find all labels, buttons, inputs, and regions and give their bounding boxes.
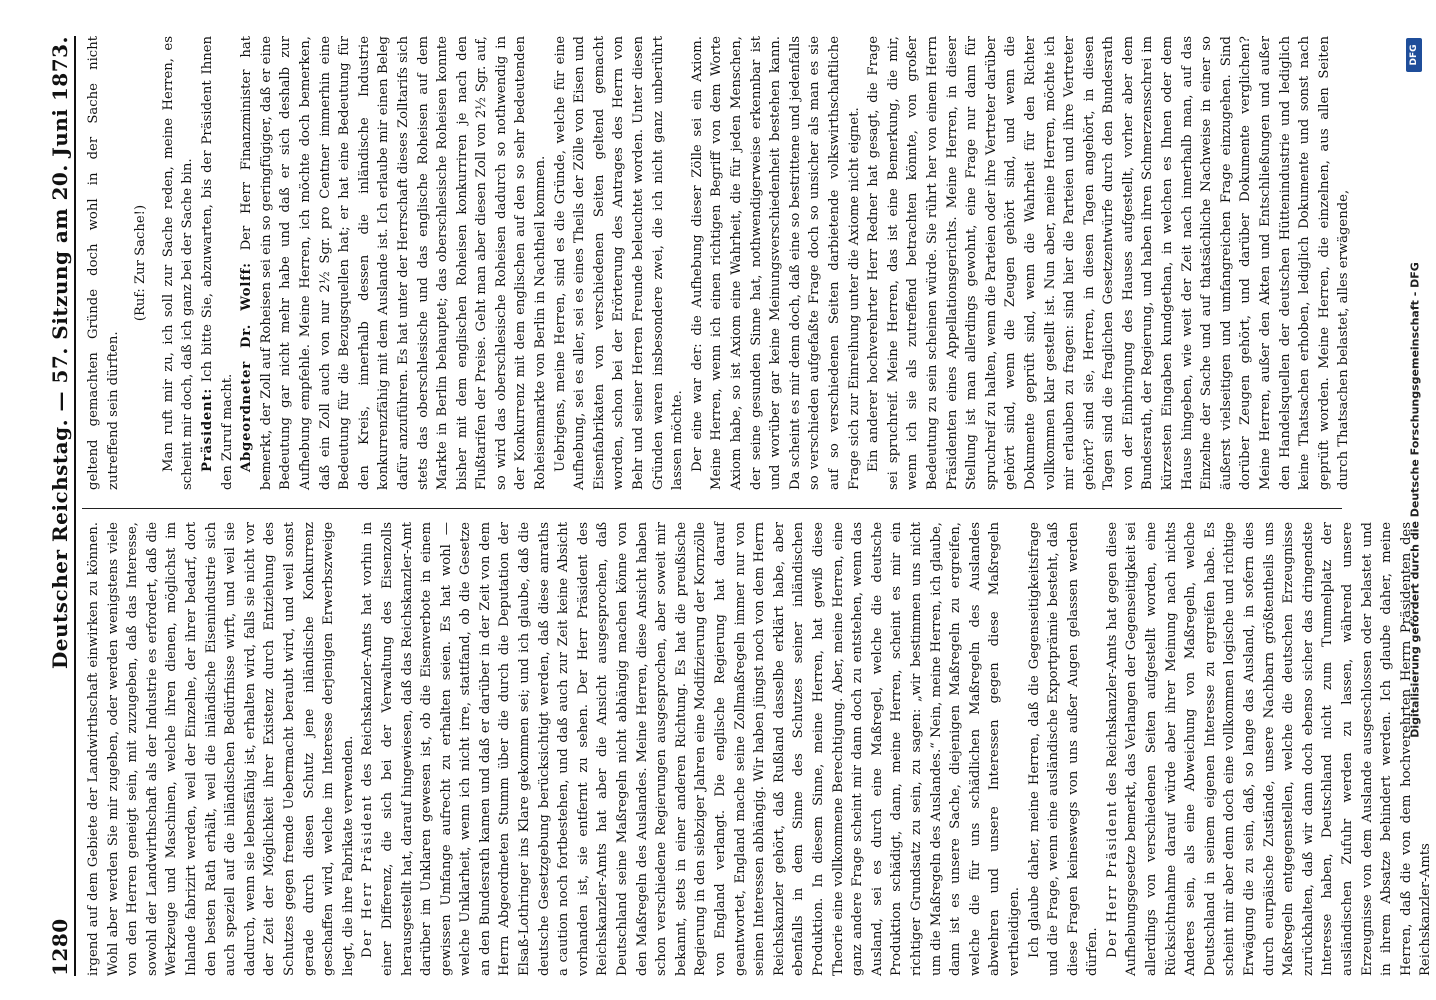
paragraph [358, 522, 1024, 976]
column-divider [82, 508, 1342, 509]
speaker-name: Abgeordneter Dr. Wolff: [239, 262, 255, 472]
dfg-logo [1406, 38, 1422, 72]
speaker-name: Der Herr Präsident [360, 794, 376, 958]
page-number: 1280 [48, 918, 72, 976]
paragraph [198, 36, 237, 490]
paragraph-text: Ich bitte Sie, abzuwarten, bis der Präsident Ihnen den Zuruf macht. [199, 36, 235, 490]
running-title: Deutscher Reichstag. — 57. Sitzung am 20. Juni 1873. [48, 36, 72, 670]
digitization-credit [1402, 30, 1428, 970]
left-column [84, 522, 1434, 976]
speaker-name: Der Herr Präsident [1104, 800, 1120, 958]
paragraph-text: des Reichskanzler-Amts hat vorhin in einer Differenz, die sich bei der Verwaltung des Eisenzolls herausgestellt hat, darauf hingewiesen, daß das Reichskanzler-Amt darüber im Unklaren gewesen ist, ob die Eisenverbote in einem gewissen Umfange aufrecht zu erhalten seien. Es hat wohl — welche Unklarheit, wenn ich nicht irre, stattfand, ob die Gesetze an den Bundesrath kamen und daß er darüber in der Zeit von dem Herrn Abgeordneten Stumm über die durch die Deputation der Elsaß-Lothringer ins Klare gekommen sei; und ich glaube, daß die deutsche Gesetzgebung berücksichtigt werden, daß diese anraths a caution noch fortbestehen, und daß auch zur Zeit keine Absicht vorhanden ist, sie entfernt zu sehen. Der Herr Präsident des Reichskanzler-Amts hat aber die Ansicht ausgesprochen, daß Deutschland seine Maßregeln nicht abhängig machen könne von den Maßregeln des Auslandes. Meine Herren, diese Ansicht haben schon verschiedene Regierungen ausgesprochen, aber soweit mir bekannt, stets in einer anderen Richtung. Es hat die preußische Regierung in den siebziger Jahren eine Modifizierung der Kornzölle von England verlangt. Die englische Regierung hat darauf geantwortet, England mache seine Zollmaßregeln immer nur von seinen Interessen abhängig. Wir haben jüngst noch von dem Herrn Reichskanzler gehört, daß Rußland dasselbe erklärt habe, aber ebenfalls in dem Sinne des Schutzes seiner inländischen Produktion. In diesem Sinne, meine Herren, hat gewiß diese Theorie eine vollkommene Berechtigung. Aber, meine Herren, eine ganz andere Frage scheint mir dann doch zu entstehen, wenn das Ausland, sei es durch eine Maßregel, welche die deutsche Produktion schädigt, dann, meine Herren, scheint es mir ein richtiger Grundsatz zu sein, zu sagen: „wir bestimmen uns nicht um die Maßregeln des Auslandes.“ Nein, meine Herren, ich glaube, dann ist es unsere Sache, diejenigen Maßregeln zu ergreifen, welche die für uns schädlichen Maßregeln des Auslandes abwehren und unsere Interessen gegen diese Maßregeln vertheidigen. [360, 522, 1022, 976]
header-rule [74, 36, 76, 976]
paragraph-text: Der Herr Finanzminister hat bemerkt, der Zoll auf Roheisen sei ein so geringfügiger, daß er eine Bedeutung gar nicht mehr habe und daß er sich deshalb zur Aufhebung empfehle. Meine Herren, ich möchte doch bemerken, daß ein Zoll auch von nur 2½ Sgr. pro Centner immerhin eine Bedeutung für die Bezugsquellen hat; er hat eine Bedeutung für den Kreis, innerhalb dessen die inländische Industrie konkurrenzfähig mit dem Auslande ist. Ich erlaube mir einen Beleg dafür anzuführen. Es hat unter der Herrschaft dieses Zolltarifs sich stets das oberschlesische und das englische Roheisen auf dem Markte in Berlin behauptet; das oberschlesische Roheisen konnte bisher mit dem englischen Roheisen konkurriren je nach den Flußtarifen der Preise. Geht man aber diesen Zoll von 2½ Sgr. auf, so wird das oberschlesische Roheisen dadurch so nothwendig in der Konkurrenz mit dem englischen auf den so sehr bedeutenden Roheisenmarkte von Berlin in Nachtheil kommen. [239, 36, 549, 490]
paragraph [237, 36, 551, 490]
paragraph: Der eine war der: die Aufhebung dieser Zölle sei ein Axiom. Meine Herren, wenn ich einen richtigen Begriff von dem Worte Axiom habe, so ist Axiom eine Wahrheit, die für jeden Menschen, der seine gesunden Sinne hat, nothwendigerweise erkennbar ist und worüber gar keine Meinungsverschiedenheit bestehen kann. Da scheint es mir denn doch, daß eine so bestrittene und jedenfalls so verschieden aufgefaßte Frage doch so unsicher als man es sie auf so verschiedenen Seiten darbietende volkswirthschaftliche Frage sich zur Einreihung unter die Axiome nicht eignet. [689, 36, 862, 490]
paragraph: irgend auf dem Gebiete der Landwirthschaft einwirken zu können. Wohl aber werden Sie mir zugeben, oder werden wenigstens viele von den Herren geneigt sein, mit zuzugeben, daß das Interesse, sowohl der Landwirthschaft als der Industrie es erfordert, daß die Werkzeuge und Maschinen, welche ihren dienen, möglichst im Inlande fabrizirt werden, weil der Einzelne, der ihrer bedarf, dort den besten Rath erhält, weil die inländische Eisenindustrie sich auch speziell auf die inländischen Bedürfnisse wirft, und weil sie dadurch, wenn sie lebensfähig ist, erhalten wird, falls sie nicht vor der Zeit der Möglichkeit ihrer Existenz durch Entziehung des Schutzes gegen fremde Uebermacht beraubt wird, und weil sonst gerade durch diesen Schutz jene inländische Konkurrenz geschaffen wird, welche im Interesse derjenigen Erwerbszweige liegt, die ihre Fabrikate verwenden. [86, 522, 356, 976]
credit-text: Digitalisierung gefördert durch die Deutsche Forschungsgemeinschaft - DFG [1408, 262, 1422, 738]
paragraph: Ich glaube daher, meine Herren, daß die Gegenseitigkeitsfrage und die Frage, wenn eine ausländische Exportprämie besteht, daß diese Fragen keineswegs von uns außer Augen gelassen werden dürfen. [1026, 522, 1101, 976]
paragraph [1103, 522, 1436, 976]
newspaper-page [16, 0, 1434, 1000]
paragraph: Uebrigens, meine Herren, sind es die Gründe, welche für eine Aufhebung, sei es aller, sei es eines Theils der Zölle von Eisen und Eisenfabrikaten von verschiedenen Seiten geltend gemacht worden, schon bei der Erörterung des Antrages des Herrn von Behr und seiner Herren Freunde beleuchtet worden. Unter diesen Gründen waren insbesondere zwei, die ich nicht ganz unberührt lassen möchte. [552, 36, 686, 490]
paragraph: geltend gemachten Gründe doch wohl in der Sache nicht zutreffend sein dürften. [86, 36, 121, 490]
speaker-name: Präsident: [199, 387, 215, 472]
interjection: (Ruf: Zur Sache!) [133, 204, 149, 322]
dfg-logo-text: DFG [1409, 44, 1419, 66]
right-column [84, 36, 1352, 490]
page-header [46, 36, 72, 976]
paragraph: Man ruft mir zu, ich soll zur Sache reden, meine Herren, es scheint mir doch, daß ich ganz bei der Sache bin. [160, 36, 196, 490]
paragraph: Ein anderer hochverehrter Herr Redner hat gesagt, die Frage sei spruchreif. Meine Herren, das ist eine Bemerkung, die mir, wenn ich sie als zutreffend betrachten könnte, von großer Bedeutung zu sein scheinen würde. Sie rührt her von einem Herrn Präsidenten eines Appellationsgerichts. Meine Herren, in dieser Stellung ist man allerdings gewohnt, eine Frage nur dann für spruchreif zu halten, wenn die Parteien oder ihre Vertreter darüber gehört sind, wenn die Zeugen gehört sind, und wenn die Dokumente geprüft sind, wenn die Wahrheit für den Richter vollkommen klar gestellt ist. Nun aber, meine Herren, möchte ich mir erlauben zu fragen: sind hier die Parteien und ihre Vertreter gehört? sind sie, Herren, in diesen Tagen angehört, in diesen Tagen sind die fraglichen Gesetzentwürfe durch den Bundesrath von der Einbringung des Hauses aufgestellt, vorher aber dem Bundesrath, der Regierung, und haben ihren Schmerzensschrei im kürzesten Eingaben kundgethan, in welchen es Ihnen oder dem Hause hingeben, wie weit der Zeit nach innerhalb man, auf das Einzelne der Sache und auf thatsächliche Nachweise in einer so äußerst vielseitigen und umfangreichen Frage einzugehen. Sind dorüber Zeugen gehört, und darüber Dokumente verglichen? Meine Herren, außer den Akten und Entschließungen und außer den Handelsquellen der deutschen Hüttenindustrie und lediglich keine Thatsachen erhoben, lediglich Dokumente und sonst nach geprüft worden. Meine Herren, die einzelnen, aus allen Seiten durch Thatsachen belastet, alles erwägende, [866, 36, 1352, 490]
paragraph-text: des Reichskanzler-Amts hat gegen diese Aufhebungsgesetze bemerkt, das Verlangen der Gegenseitigkeit sei allerdings von verschiedenen Seiten aufgestellt worden, eine Rücksichtnahme darauf würde aber ihrer Meinung nach nichts Anderes sein, als eine Abweichung von Maßregeln, welche Deutschland in seinem eigenen Interesse zu ergreifen habe. Es scheint mir aber denn doch eine vollkommen logische und richtige Erwägung die zu sein, daß, so lange das Ausland, in sofern dies durch eurpäische Zustände, unsere Nachbarn größtentheils uns Maßregeln entgegenstellen, welche die deutschen Erzeugnisse zurückhalten, daß wir dann doch ebenso sicher das dringendste Interesse haben, Deutschland nicht zum Tummelplatz der ausländischen Zufuhr werden zu lassen, während unsere Erzeugnisse von dem Auslande ausgeschlossen oder belastet und in ihrem Absatze behindert werden. Ich glaube daher, meine Herren, daß die von dem hochverehrten Herrn Präsidenten des Reichskanzler-Amts [1104, 522, 1434, 976]
